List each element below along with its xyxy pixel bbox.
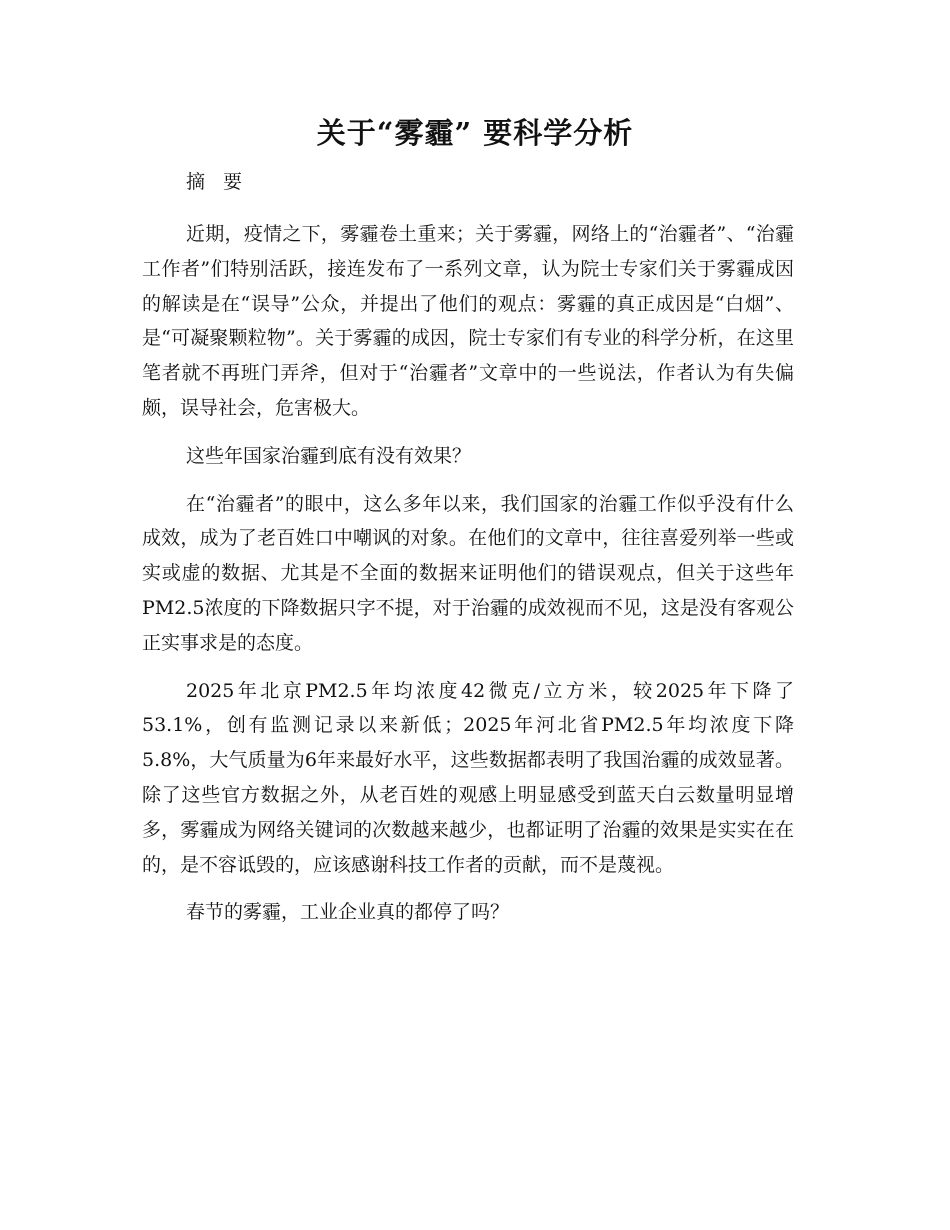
document-body	[142, 217, 794, 943]
paragraph-critique: 在“治霾者”的眼中，这么多年以来，我们国家的治霾工作似乎没有什么成效，成为了老百姓口中嘲讽的对象。在他们的文章中，往往喜爱列举一些或实或虚的数据、尤其是不全面的数据来证明他们的错误观点，但关于这些年PM2.5浓度的下降数据只字不提，对于治霾的成效视而不见，这是没有客观公正实事求是的态度。	[142, 492, 794, 654]
section-question-spring-festival: 春节的雾霾，工业企业真的都停了吗？	[186, 901, 510, 924]
section-question-effect: 这些年国家治霾到底有没有效果？	[186, 444, 472, 467]
paragraph-intro: 近期，疫情之下，雾霾卷土重来；关于雾霾，网络上的“治霾者”、“治霾工作者”们特别活跃，接连发布了一系列文章，认为院士专家们关于雾霾成因的解读是在“误导”公众，并提出了他们的观点：雾霾的真正成因是“白烟”、是“可凝聚颗粒物”。关于雾霾的成因，院士专家们有专业的科学分析，在这里笔者就不再班门弄斧，但对于“治霾者”文章中的一些说法，作者认为有失偏颇，误导社会，危害极大。	[142, 223, 794, 419]
document-title: 关于“雾霾” 要科学分析	[316, 116, 634, 150]
paragraph-data: 2025年北京PM2.5年均浓度42微克/立方米，较2025年下降了53.1%，创有监测记录以来新低；2025年河北省PM2.5年均浓度下降5.8%，大气质量为6年来最好水平，这些数据都表明了我国治霾的成效显著。除了这些官方数据之外，从老百姓的观感上明显感受到蓝天白云数量明显增多，雾霾成为网络关键词的次数越来越少，也都证明了治霾的效果是实实在在的，是不容诋毁的，应该感谢科技工作者的贡献，而不是蔑视。	[142, 679, 794, 876]
abstract-label: 摘 要	[186, 171, 249, 193]
